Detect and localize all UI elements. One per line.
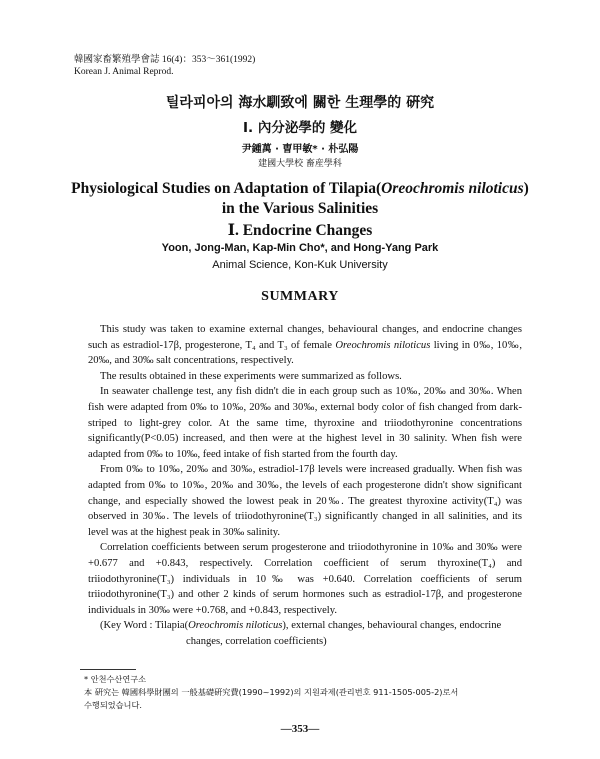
footnote-line1: * 안천수산연구소 <box>84 674 147 684</box>
keywords <box>88 618 522 649</box>
english-title-line3: Ⅰ. Endocrine Changes <box>227 222 373 239</box>
footnote <box>84 673 524 712</box>
korean-affiliation: 建國大學校 畜産學科 <box>258 159 342 169</box>
p1-text-a: This study was taken to examine external changes, behavioural changes, and endocrine changes such as estradiol-17β, progesterone, T₄ and T₃ of female <box>88 324 522 351</box>
english-title-line1 <box>0 180 600 198</box>
korean-title-line2: Ⅰ. 內分泌學的 變化 <box>242 120 358 136</box>
kw-text-a: (Key Word : Tilapia( <box>100 620 189 632</box>
p1-text-b: living in 0‰, 10‰, 20‰, and 30‰ salt concentrations, respectively. <box>88 339 522 367</box>
english-title-pre: Physiological Studies on Adaptation of Tilapia( <box>71 180 382 197</box>
summary-heading: SUMMARY <box>261 289 339 304</box>
paragraph-2: The results obtained in these experiments were summarized as follows. <box>100 370 402 382</box>
journal-header <box>74 54 255 78</box>
summary-body <box>88 322 522 649</box>
paragraph-3: In seawater challenge test, any fish didn't die in each group such as 10‰, 20‰ and 30‰. When fish were adapted from 0‰ to 10‰, 20‰ and 30‰, external body color of fish changed from dark-striped to light-grey color. At the same time, thyroxine and triiodothyronine concentrations significantly(P<0.05) increased, and then were at the highest level in 30 salinity. When fish were adapted from 0‰ to 10‰, feed intake of fish started from the fourth day. <box>88 386 522 460</box>
paragraph-1 <box>88 322 522 369</box>
english-title-post: ) <box>523 180 529 197</box>
korean-authors: 尹鍾萬 · 曺甲敏* · 朴弘陽 <box>241 144 359 155</box>
footnote-divider <box>80 669 136 670</box>
footnote-line3: 수행되었습니다. <box>84 700 142 710</box>
paragraph-4: From 0‰ to 10‰, 20‰ and 30‰, estradiol-17β levels were increased gradually. When fish was adapted from 0‰ to 10‰, 20‰ and 30‰, the levels of each progesterone didn't show significant change, and especially showed the lowest peak in 20‰. The greatest thyroxine activity(T₄) was observed in 30‰. The levels of triiodothyronine(T₃) significantly changed in all salinities, and its level was at the highest peak in 30‰ salinity. <box>88 464 522 538</box>
paragraph-5: Correlation coefficients between serum progesterone and triiodothyronine in 10‰ and 30‰ were +0.677 and +0.843, respectively. Correlation coefficient of serum thyroxine(T₄) and triiodothyronine(T₃) individuals in 10‰ was +0.640. Correlation coefficients of serum triiodothyronine(T₃) and other 2 kinds of serum hormones such as estradiol-17β, and progesterone individuals in 30‰ were +0.768, and +0.843, respectively. <box>88 542 522 616</box>
p1-species: Oreochromis niloticus <box>335 339 431 351</box>
english-title-species: Oreochromis niloticus <box>381 180 524 197</box>
english-affiliation: Animal Science, Kon-Kuk University <box>212 259 388 271</box>
english-authors: Yoon, Jong-Man, Kap-Min Cho*, and Hong-Yang Park <box>161 242 439 254</box>
journal-citation: 韓國家畜繁殖學會誌 16(4)：353～361(1992) <box>74 55 256 65</box>
kw-text-b: ), external changes, behavioural changes, endocrine <box>282 620 502 632</box>
footnote-line2: 本 硏究는 韓國科學財團의 一般基礎硏究費(1990~1992)의 지원과제(관리번호 911-1505-005-2)로서 <box>84 687 459 697</box>
kw-species: Oreochromis niloticus <box>188 620 283 632</box>
kw-text-c: changes, correlation coefficients) <box>186 635 327 647</box>
journal-english-name: Korean J. Animal Reprod. <box>74 67 174 77</box>
page-number: —353— <box>280 723 320 735</box>
korean-title-line1: 틸라피아의 海水馴致에 關한 生理學的 硏究 <box>165 95 435 111</box>
english-title-line2: in the Various Salinities <box>221 200 379 217</box>
